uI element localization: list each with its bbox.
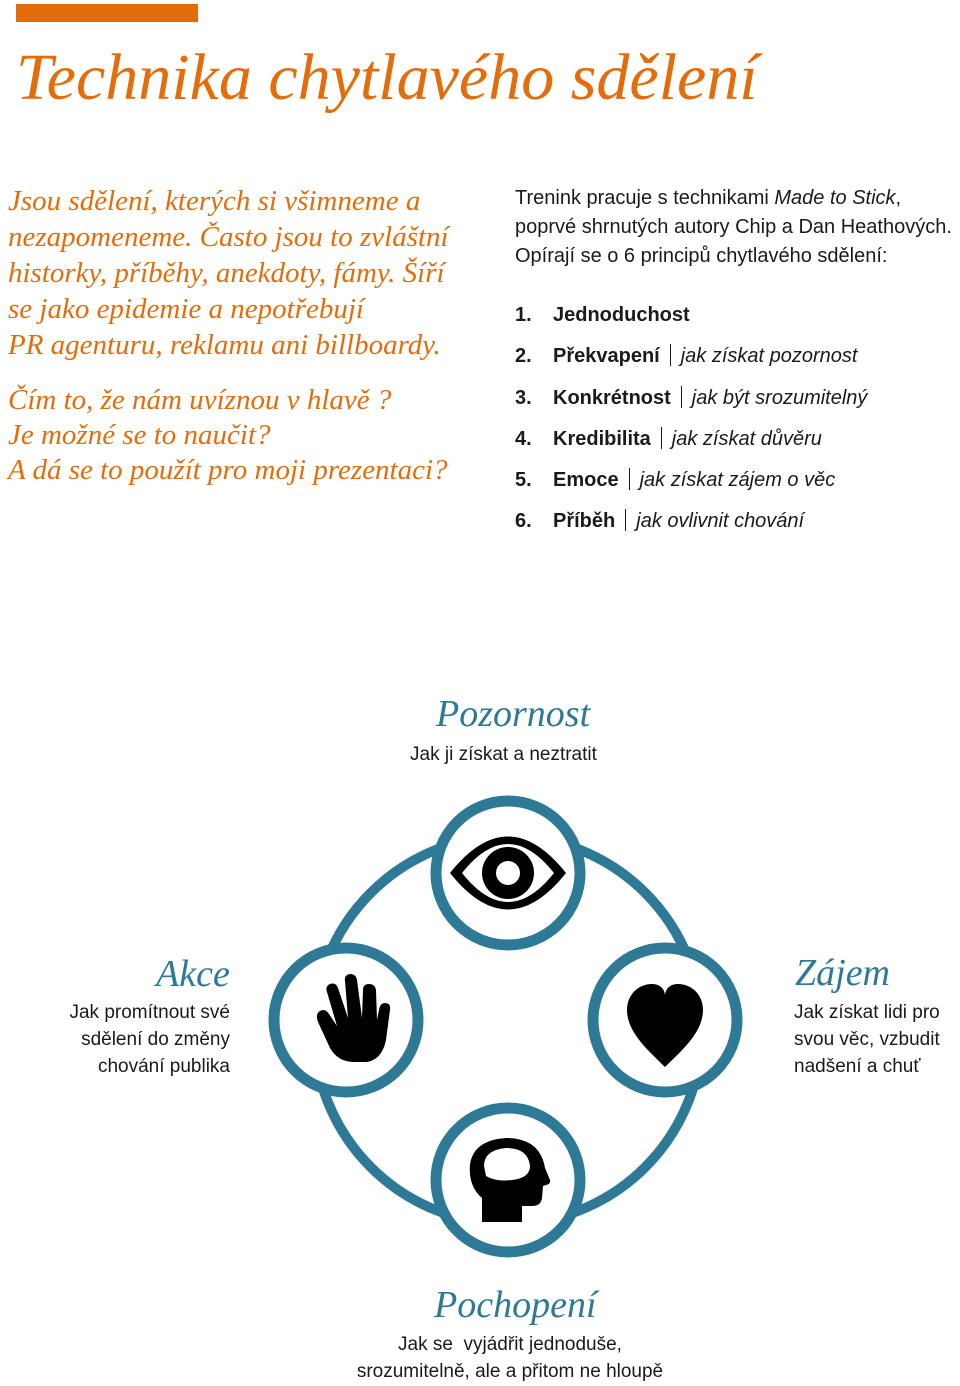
item-number: 3. — [515, 386, 532, 409]
item-number: 1. — [515, 304, 532, 326]
caption-line: Jak promítnout své — [69, 1002, 230, 1023]
caption-line: svou věc, vzbudit — [794, 1029, 940, 1050]
node-bottom — [436, 1108, 580, 1252]
caption-line: Jak získat lidi pro — [794, 1002, 940, 1023]
pozornost-caption: Jak ji získat a neztratit — [410, 744, 597, 765]
akce-caption — [30, 999, 230, 1080]
node-top — [436, 801, 580, 945]
item-description: jak být srozumitelný — [691, 386, 868, 409]
akce-title: Akce — [156, 953, 230, 995]
item-name: Překvapení — [553, 345, 660, 368]
intro-line: historky, příběhy, anekdoty, fámy. Šíří — [8, 257, 445, 289]
zajem-caption — [794, 999, 954, 1080]
item-description: jak získat zájem o věc — [639, 469, 836, 492]
item-name: Jednoduchost — [553, 304, 690, 326]
caption-line: nadšení a chuť — [794, 1056, 921, 1077]
pozornost-title: Pozornost — [436, 693, 591, 735]
caption-line: chování publika — [97, 1056, 230, 1077]
intro-line: nezapomeneme. Často jsou to zvláštní — [8, 221, 449, 253]
question-line: Je možné se to naučit? — [8, 419, 271, 451]
item-name: Konkrétnost — [553, 386, 671, 409]
item-name: Emoce — [553, 469, 619, 492]
intro-line: PR agenturu, reklamu ani billboardy. — [8, 329, 441, 361]
item-number: 2. — [515, 345, 532, 368]
node-right — [593, 948, 737, 1092]
item-number: 4. — [515, 427, 532, 450]
caption-line: srozumitelně, ale a přitom ne hloupě — [356, 1361, 664, 1382]
method-text: , poprvé shrnutých autory Chip a Dan Heathových. Opírají se o 6 principů chytlavého sdělení: — [515, 187, 952, 267]
caption-line: Jak se vyjádřit jednoduše, — [398, 1334, 622, 1355]
method-book-title: Made to Stick — [774, 187, 896, 209]
zajem-title: Zájem — [795, 952, 890, 994]
intro-line: Jsou sdělení, kterých si všimneme a — [8, 185, 421, 217]
question-line: Čím to, že nám uvíznou v hlavě ? — [8, 384, 392, 416]
item-number: 5. — [515, 469, 532, 492]
item-name: Příběh — [553, 510, 616, 533]
pochopeni-title: Pochopení — [434, 1284, 597, 1326]
question-line: A dá se to použít pro moji prezentaci? — [8, 454, 448, 486]
item-name: Kredibilita — [553, 427, 651, 450]
node-left — [274, 948, 418, 1092]
intro-line: se jako epidemie a nepotřebují — [8, 293, 364, 325]
pochopeni-caption — [330, 1331, 690, 1385]
method-text: Trenink pracuje s technikami — [515, 187, 775, 209]
item-description: jak ovlivnit chování — [636, 510, 805, 533]
caption-line: sdělení do změny — [81, 1029, 230, 1050]
item-description: jak získat důvěru — [671, 427, 822, 450]
page-title: Technika chytlavého sdělení — [16, 41, 758, 114]
item-number: 6. — [515, 510, 532, 533]
item-description: jak získat pozornost — [680, 345, 858, 368]
